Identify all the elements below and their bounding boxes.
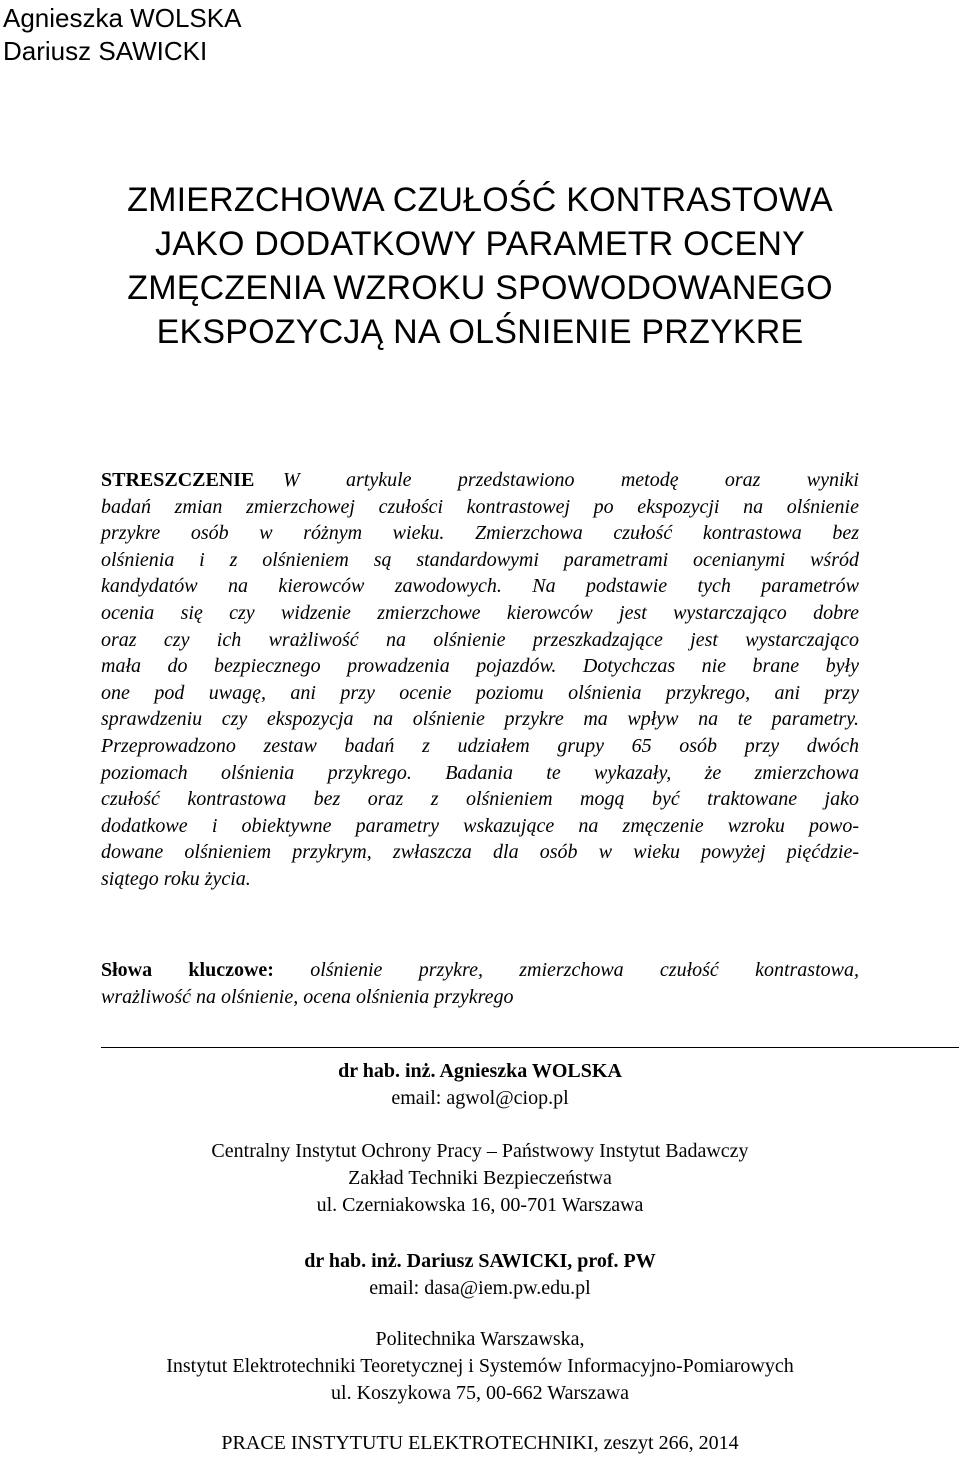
abstract-heading: STRESZCZENIE — [101, 469, 255, 491]
abstract-line: badań zmian zmierzchowej czułości kontrastowej po ekspozycji na olśnienie — [101, 495, 859, 518]
author-2-affiliation — [0, 1326, 960, 1407]
abstract-line: poziomach olśnienia przykrego. Badania te wykazały, że zmierzchowa — [101, 761, 859, 784]
author-1-affiliation-line: Zakład Techniki Bezpieczeństwa — [348, 1167, 612, 1189]
abstract-line-text: W artykule przedstawiono metodę oraz wyniki — [283, 469, 859, 491]
title-line-1: ZMIERZCHOWA CZUŁOŚĆ KONTRASTOWA — [127, 181, 833, 219]
header-author-1: Agnieszka WOLSKA — [3, 3, 242, 33]
keywords-line-1 — [101, 957, 859, 984]
author-1-affiliation-line: Centralny Instytut Ochrony Pracy – Państwowy Instytut Badawczy — [211, 1140, 749, 1162]
keywords — [101, 957, 859, 1011]
author-1-email: email: agwol@ciop.pl — [391, 1087, 569, 1109]
author-1-affiliation-line: ul. Czerniakowska 16, 00-701 Warszawa — [316, 1194, 644, 1216]
abstract-line: Przeprowadzono zestaw badań z udziałem grupy 65 osób przy dwóch — [101, 734, 859, 757]
abstract-line: mała do bezpiecznego prowadzenia pojazdów. Dotychczas nie brane były — [101, 655, 859, 678]
abstract-line: dodatkowe i obiektywne parametry wskazujące na zmęczenie wzroku powo- — [101, 814, 859, 837]
journal-footer: PRACE INSTYTUTU ELEKTROTECHNIKI, zeszyt 266, 2014 — [221, 1432, 739, 1454]
abstract-line: czułość kontrastowa bez oraz z olśnieniem mogą być traktowane jako — [101, 788, 859, 811]
abstract-line: oraz czy ich wrażliwość na olśnienie przeszkadzające jest wystarczająco — [101, 628, 859, 651]
author-1-block — [0, 1058, 960, 1112]
abstract-line: ocenia się czy widzenie zmierzchowe kierowców jest wystarczająco dobre — [101, 601, 859, 624]
author-2-affiliation-line: Politechnika Warszawska, — [375, 1328, 585, 1350]
title-line-3: ZMĘCZENIA WZROKU SPOWODOWANEGO — [127, 269, 833, 307]
abstract-line — [101, 467, 859, 494]
section-divider — [101, 1047, 959, 1048]
header-authors — [3, 2, 241, 68]
keywords-line-2: wrażliwość na olśnienie, ocena olśnienia przykrego — [101, 986, 514, 1008]
abstract-line: dowane olśnieniem przykrym, zwłaszcza dla osób w wieku powyżej pięćdzie- — [101, 841, 859, 864]
abstract-line: kandydatów na kierowców zawodowych. Na podstawie tych parametrów — [101, 575, 859, 598]
keywords-text-1: olśnienie przykre, zmierzchowa czułość kontrastowa, — [310, 959, 859, 981]
title-line-2: JAKO DODATKOWY PARAMETR OCENY — [155, 225, 805, 263]
author-1-name: dr hab. inż. Agnieszka WOLSKA — [338, 1060, 622, 1082]
author-2-block — [0, 1248, 960, 1302]
abstract-line: one pod uwagę, ani przy ocenie poziomu olśnienia przykrego, ani przy — [101, 681, 859, 704]
keywords-label: Słowa kluczowe: — [101, 959, 274, 981]
abstract-line: sprawdzeniu czy ekspozycja na olśnienie przykre ma wpływ na te parametry. — [101, 708, 859, 731]
author-2-affiliation-line: ul. Koszykowa 75, 00-662 Warszawa — [331, 1382, 629, 1404]
author-1-affiliation — [0, 1138, 960, 1219]
author-2-name: dr hab. inż. Dariusz SAWICKI, prof. PW — [304, 1250, 656, 1272]
title-line-4: EKSPOZYCJĄ NA OLŚNIENIE PRZYKRE — [156, 313, 804, 351]
header-author-2: Dariusz SAWICKI — [3, 36, 208, 66]
abstract-line: przykre osób w różnym wieku. Zmierzchowa czułość kontrastowa bez — [101, 522, 859, 545]
author-2-email: email: dasa@iem.pw.edu.pl — [369, 1277, 591, 1299]
paper-title — [0, 178, 960, 354]
abstract-line: siątego roku życia. — [101, 867, 251, 890]
abstract — [101, 467, 859, 893]
abstract-line: olśnienia i z olśnieniem są standardowymi parametrami ocenianymi wśród — [101, 548, 859, 571]
author-2-affiliation-line: Instytut Elektrotechniki Teoretycznej i Systemów Informacyjno-Pomiarowych — [166, 1355, 794, 1377]
